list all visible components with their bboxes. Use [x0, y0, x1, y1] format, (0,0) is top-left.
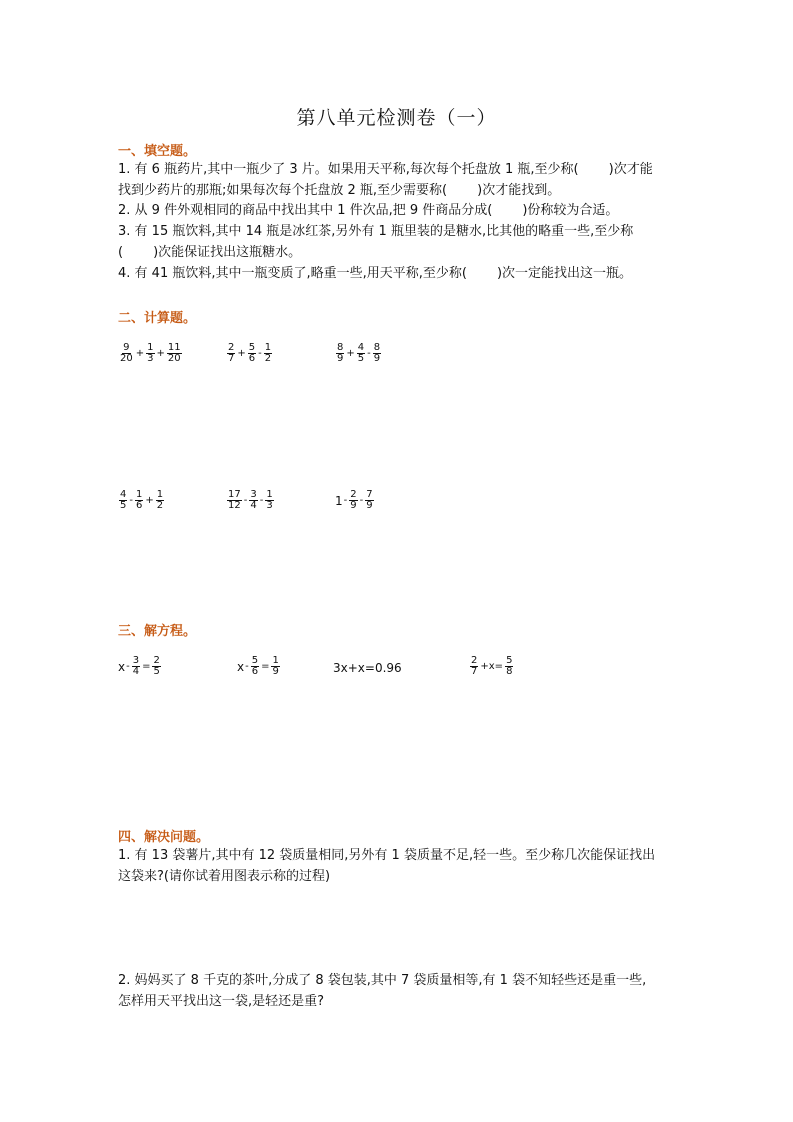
fill-q1-line2: 找到少药片的那瓶;如果每次每个托盘放 2 瓶,至少需要称( )次才能找到。 — [118, 183, 561, 198]
problem-1-line1: 1. 有 13 袋薯片,其中有 12 袋质量相同,另外有 1 袋质量不足,轻一些。至少称几次能保证找出 — [118, 848, 656, 863]
equation-2: x - $\frac{5}{6}$ = $\frac{1}{9}$ — [237, 655, 279, 677]
section-heading-equations: 三、解方程。 — [118, 624, 197, 639]
fraction: $\frac{3}{4}$ — [132, 655, 140, 677]
fraction: $\frac{7}{9}$ — [366, 489, 373, 511]
equation-3: 3x+x=0.96 — [333, 661, 402, 675]
problem-2-line2: 怎样用天平找出这一袋,是轻还是重? — [118, 994, 325, 1009]
fill-q2: 2. 从 9 件外观相同的商品中找出其中 1 件次品,把 9 件商品分成( )份称较为合适。 — [118, 203, 619, 218]
section-heading-calc: 二、计算题。 — [118, 311, 197, 326]
calc-expression-2: $\frac{2}{7}$ + $\frac{5}{6}$ - $\frac{1}{2}$ — [228, 342, 272, 364]
fraction: $\frac{1}{9}$ — [272, 655, 279, 677]
fraction: $\frac{17}{12}$ — [228, 489, 241, 511]
problem-2-line1: 2. 妈妈买了 8 千克的茶叶,分成了 8 袋包装,其中 7 袋质量相等,有 1 袋不知轻些还是重一些, — [118, 973, 647, 988]
fraction: $\frac{1}{2}$ — [264, 342, 272, 364]
fraction: $\frac{1}{3}$ — [266, 489, 273, 511]
fill-q3-line1: 3. 有 15 瓶饮料,其中 14 瓶是冰红茶,另外有 1 瓶里装的是糖水,比其他的略重一些,至少称 — [118, 224, 634, 239]
fill-q3-line2: ( )次能保证找出这瓶糖水。 — [118, 245, 302, 260]
equation-1: x - $\frac{3}{4}$ = $\frac{2}{5}$ — [118, 655, 160, 677]
fill-q4: 4. 有 41 瓶饮料,其中一瓶变质了,略重一些,用天平称,至少称( )次一定能找出这一瓶。 — [118, 266, 633, 281]
fraction: $\frac{1}{6}$ — [135, 489, 143, 511]
equation-4: $\frac{2}{7}$ +x= $\frac{5}{8}$ — [471, 655, 513, 677]
fill-q1-line1: 1. 有 6 瓶药片,其中一瓶少了 3 片。如果用天平称,每次每个托盘放 1 瓶,至少称( )次才能 — [118, 162, 653, 177]
fraction: $\frac{4}{5}$ — [120, 489, 127, 511]
page-title: 第八单元检测卷（一） — [296, 107, 497, 129]
fraction: $\frac{9}{20}$ — [120, 342, 133, 364]
calc-expression-6: 1 - $\frac{2}{9}$ - $\frac{7}{9}$ — [335, 489, 373, 511]
section-heading-problems: 四、解决问题。 — [118, 830, 210, 845]
fraction: $\frac{5}{8}$ — [506, 655, 513, 677]
fraction: $\frac{2}{5}$ — [153, 655, 160, 677]
fraction: $\frac{2}{9}$ — [350, 489, 357, 511]
calc-expression-3: $\frac{8}{9}$ + $\frac{4}{5}$ - $\frac{8}{9}$ — [337, 342, 381, 364]
fraction: $\frac{11}{20}$ — [167, 342, 181, 364]
fraction: $\frac{1}{3}$ — [147, 342, 154, 364]
section-heading-fill: 一、填空题。 — [118, 144, 197, 159]
fraction: $\frac{8}{9}$ — [373, 342, 381, 364]
fraction: $\frac{2}{7}$ — [471, 655, 478, 677]
problem-1-line2: 这袋来?(请你试着用图表示称的过程) — [118, 869, 331, 884]
fraction: $\frac{1}{2}$ — [156, 489, 164, 511]
calc-expression-1: $\frac{9}{20}$ + $\frac{1}{3}$ + $\frac{11}{20}$ — [120, 342, 181, 364]
fraction: $\frac{5}{6}$ — [251, 655, 259, 677]
fraction: $\frac{8}{9}$ — [337, 342, 344, 364]
calc-expression-5: $\frac{17}{12}$ - $\frac{3}{4}$ - $\frac{1}{3}$ — [228, 489, 273, 511]
fraction: $\frac{4}{5}$ — [357, 342, 365, 364]
fraction: $\frac{3}{4}$ — [250, 489, 257, 511]
calc-expression-4: $\frac{4}{5}$ - $\frac{1}{6}$ + $\frac{1}{2}$ — [120, 489, 164, 511]
fraction: $\frac{2}{7}$ — [228, 342, 235, 364]
fraction: $\frac{5}{6}$ — [248, 342, 256, 364]
